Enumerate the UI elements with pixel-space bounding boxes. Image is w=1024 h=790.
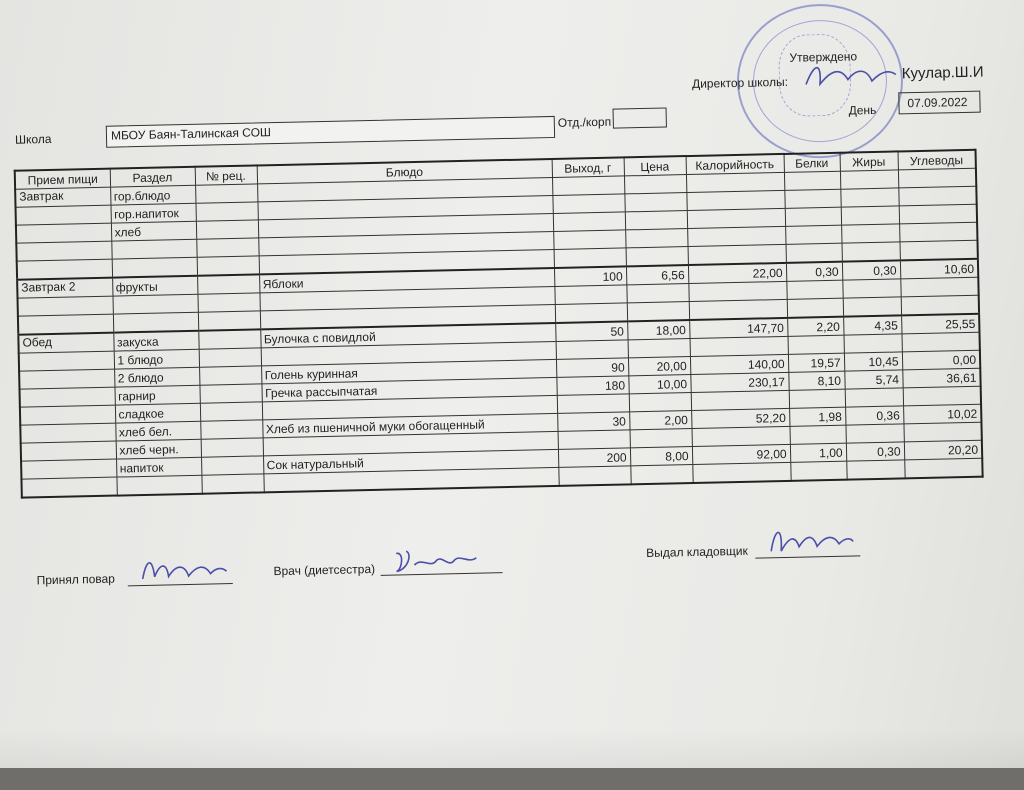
menu-table xyxy=(14,149,984,499)
cell-carbs: 36,61 xyxy=(902,368,980,388)
cell-protein xyxy=(784,189,840,208)
cell-meal xyxy=(20,405,115,425)
cell-protein: 8,10 xyxy=(788,371,844,390)
cell-fat: 0,30 xyxy=(842,260,900,280)
cell-section: сладкое xyxy=(115,403,200,423)
date-value: 07.09.2022 xyxy=(907,94,968,111)
cell-calories xyxy=(690,336,788,356)
cell-fat: 4,35 xyxy=(843,315,901,335)
cell-fat: 5,74 xyxy=(844,370,902,389)
col-header-carbs: Углеводы xyxy=(898,150,976,170)
cell-recipe xyxy=(197,274,259,294)
cell-carbs xyxy=(901,295,979,315)
cell-section: фрукты xyxy=(112,276,197,296)
cell-calories xyxy=(688,281,786,301)
cell-protein xyxy=(785,207,841,226)
cell-fat: 10,45 xyxy=(844,352,902,371)
doctor-signature xyxy=(390,538,481,580)
cell-output xyxy=(556,340,628,360)
cell-calories xyxy=(688,244,786,265)
cell-meal xyxy=(21,441,116,461)
otd-label: Отд./корп xyxy=(557,114,612,130)
cell-price xyxy=(624,175,686,194)
cell-output: 30 xyxy=(557,412,629,432)
cell-protein xyxy=(789,389,845,408)
cell-carbs xyxy=(899,240,977,260)
cell-output xyxy=(552,176,624,196)
cell-protein: 2,20 xyxy=(787,317,843,337)
storekeeper-label: Выдал кладовщик xyxy=(646,543,748,561)
cell-carbs: 20,20 xyxy=(904,440,982,460)
cell-meal xyxy=(16,241,111,261)
storekeeper-signature xyxy=(764,515,855,562)
cell-recipe xyxy=(199,366,261,385)
cell-price xyxy=(625,211,687,230)
cell-price xyxy=(629,393,691,412)
cell-dish: Яблоки xyxy=(259,268,554,293)
cell-output xyxy=(553,230,625,250)
cell-protein: 1,98 xyxy=(789,407,845,426)
cook-label: Принял повар xyxy=(36,571,116,588)
cell-dish: Булочка с повидлой xyxy=(260,323,555,348)
cell-recipe xyxy=(198,329,260,349)
cell-protein xyxy=(788,335,844,354)
cell-protein xyxy=(790,461,846,481)
otd-field xyxy=(613,107,667,128)
col-header-protein: Белки xyxy=(784,153,840,173)
cell-protein xyxy=(787,298,843,318)
cell-carbs xyxy=(900,277,978,297)
cell-protein xyxy=(786,280,842,299)
cell-meal xyxy=(18,296,113,316)
col-header-fat: Жиры xyxy=(840,151,898,171)
cell-recipe xyxy=(200,402,262,421)
cell-calories xyxy=(686,190,784,210)
cell-price xyxy=(628,339,690,358)
cell-section: закуска xyxy=(113,331,198,351)
cell-recipe xyxy=(195,184,257,203)
school-label: Школа xyxy=(14,131,52,147)
cell-fat xyxy=(845,424,903,443)
cell-meal xyxy=(16,205,111,225)
cell-section xyxy=(116,475,201,495)
cell-fat xyxy=(842,279,900,298)
col-header-output: Выход, г xyxy=(552,157,624,177)
cell-section: хлеб бел. xyxy=(115,421,200,441)
cell-section xyxy=(112,257,197,277)
cell-price: 6,56 xyxy=(626,265,688,285)
school-field xyxy=(106,116,555,148)
cell-fat xyxy=(842,242,900,262)
cell-section xyxy=(112,294,197,314)
cell-section: гарнир xyxy=(114,385,199,405)
cell-fat xyxy=(841,206,899,225)
cell-recipe xyxy=(198,311,260,331)
approved-label: Утверждено xyxy=(789,49,858,65)
cell-price xyxy=(624,193,686,212)
cell-fat xyxy=(844,334,902,353)
col-header-recipe: № рец. xyxy=(195,165,257,185)
cell-carbs xyxy=(898,186,976,206)
col-header-meal: Прием пищи xyxy=(15,169,110,190)
cell-meal xyxy=(20,423,115,443)
cell-meal xyxy=(21,477,116,498)
cell-output: 100 xyxy=(554,266,626,286)
cell-meal xyxy=(19,387,114,407)
cell-section: хлеб черн. xyxy=(116,439,201,459)
cell-calories: 22,00 xyxy=(688,263,786,284)
cell-fat xyxy=(840,170,898,189)
cell-meal xyxy=(16,223,111,243)
cell-section: 1 блюдо xyxy=(114,349,199,369)
cell-meal: Обед xyxy=(18,333,113,354)
cell-recipe xyxy=(197,293,259,312)
cell-protein: 19,57 xyxy=(788,353,844,372)
cell-fat xyxy=(845,388,903,407)
cell-output: 50 xyxy=(555,321,627,341)
day-label: День xyxy=(848,102,877,118)
cell-output xyxy=(555,303,627,323)
cell-dish: Гречка рассыпчатая xyxy=(261,377,556,401)
cell-calories: 147,70 xyxy=(689,318,787,339)
doctor-label: Врач (диетсестра) xyxy=(273,561,376,579)
cell-price xyxy=(630,465,692,485)
cook-signature xyxy=(138,547,229,589)
cell-calories xyxy=(689,299,787,320)
cell-protein xyxy=(789,425,845,444)
cell-protein xyxy=(785,225,841,244)
cell-fat xyxy=(843,297,901,317)
cell-carbs xyxy=(903,422,981,442)
cell-calories xyxy=(692,426,790,446)
cell-output xyxy=(553,212,625,232)
cell-meal xyxy=(19,369,114,389)
cell-fat xyxy=(840,188,898,207)
col-header-calories: Калорийность xyxy=(686,154,784,175)
cell-section: напиток xyxy=(116,457,201,477)
col-header-section: Раздел xyxy=(110,167,195,187)
cell-carbs xyxy=(898,168,976,188)
cell-carbs: 25,55 xyxy=(901,314,979,334)
cell-price: 18,00 xyxy=(627,320,689,340)
cell-calories xyxy=(687,208,785,228)
director-name: Куулар.Ш.И xyxy=(901,63,984,83)
cell-price xyxy=(627,302,689,322)
paper-edge-shadow xyxy=(0,728,1024,768)
cell-output: 180 xyxy=(556,376,628,396)
cell-carbs xyxy=(901,332,979,352)
cell-recipe xyxy=(201,438,263,457)
date-field xyxy=(898,91,980,115)
cell-calories xyxy=(687,226,785,246)
director-signature xyxy=(799,52,900,99)
cell-recipe xyxy=(199,384,261,403)
cell-fat: 0,30 xyxy=(846,442,904,461)
cell-calories: 52,20 xyxy=(691,408,789,428)
cell-section: хлеб xyxy=(111,221,196,241)
cell-price xyxy=(626,247,688,267)
cell-calories xyxy=(692,462,790,483)
cell-price xyxy=(630,429,692,448)
cell-output xyxy=(557,394,629,414)
cell-protein: 1,00 xyxy=(790,443,846,462)
cell-calories xyxy=(686,172,784,192)
cell-fat: 0,36 xyxy=(845,406,903,425)
cell-price: 20,00 xyxy=(628,357,690,376)
cell-recipe xyxy=(196,220,258,239)
director-label: Директор школы: xyxy=(691,74,789,91)
cell-recipe xyxy=(196,238,258,257)
col-header-dish: Блюдо xyxy=(257,159,552,184)
cell-calories: 140,00 xyxy=(690,354,788,374)
cell-protein: 0,30 xyxy=(786,262,842,282)
school-value: МБОУ Баян-Талинская СОШ xyxy=(110,125,272,143)
cell-output xyxy=(554,248,626,268)
cell-output: 90 xyxy=(556,358,628,378)
cell-dish: Хлеб из пшеничной муки обогащенный xyxy=(262,413,557,437)
cell-meal: Завтрак xyxy=(15,187,110,207)
cell-price: 10,00 xyxy=(628,375,690,394)
cell-carbs xyxy=(899,222,977,242)
cell-recipe xyxy=(200,420,262,439)
cell-section: гор.напиток xyxy=(111,203,196,223)
cell-section: 2 блюдо xyxy=(114,367,199,387)
cell-recipe xyxy=(197,256,259,276)
cell-section xyxy=(113,312,198,332)
cell-carbs xyxy=(903,386,981,406)
col-header-price: Цена xyxy=(624,156,686,176)
cell-output xyxy=(558,466,630,486)
cell-price: 2,00 xyxy=(629,411,691,430)
cell-meal xyxy=(21,459,116,479)
cell-price: 8,00 xyxy=(630,447,692,466)
cell-dish: Голень куринная xyxy=(261,359,556,383)
cell-dish: Сок натуральный xyxy=(263,449,558,473)
cell-carbs: 10,02 xyxy=(903,404,981,424)
cell-output xyxy=(558,430,630,450)
cell-recipe xyxy=(201,456,263,475)
cell-recipe xyxy=(199,348,261,367)
table-body xyxy=(15,168,983,497)
cell-meal xyxy=(19,351,114,371)
cell-price xyxy=(626,284,688,303)
cell-meal xyxy=(17,259,112,280)
cell-output: 200 xyxy=(558,448,630,468)
cell-carbs: 0,00 xyxy=(902,350,980,370)
cell-output xyxy=(554,285,626,305)
cell-calories xyxy=(691,390,789,410)
cell-output xyxy=(552,194,624,214)
cell-section xyxy=(111,239,196,259)
cell-price xyxy=(625,229,687,248)
cell-meal: Завтрак 2 xyxy=(17,278,112,299)
cell-recipe xyxy=(195,202,257,221)
cell-carbs: 10,60 xyxy=(900,259,978,279)
cell-carbs xyxy=(904,458,982,478)
cell-calories: 230,17 xyxy=(690,372,788,392)
cell-section: гор.блюдо xyxy=(110,185,195,205)
cell-protein xyxy=(786,243,842,263)
cell-recipe xyxy=(201,474,263,494)
cell-calories: 92,00 xyxy=(692,444,790,464)
cell-meal xyxy=(18,314,113,335)
cell-fat xyxy=(841,224,899,243)
cell-carbs xyxy=(899,204,977,224)
cell-protein xyxy=(784,171,840,190)
cell-fat xyxy=(846,460,904,480)
